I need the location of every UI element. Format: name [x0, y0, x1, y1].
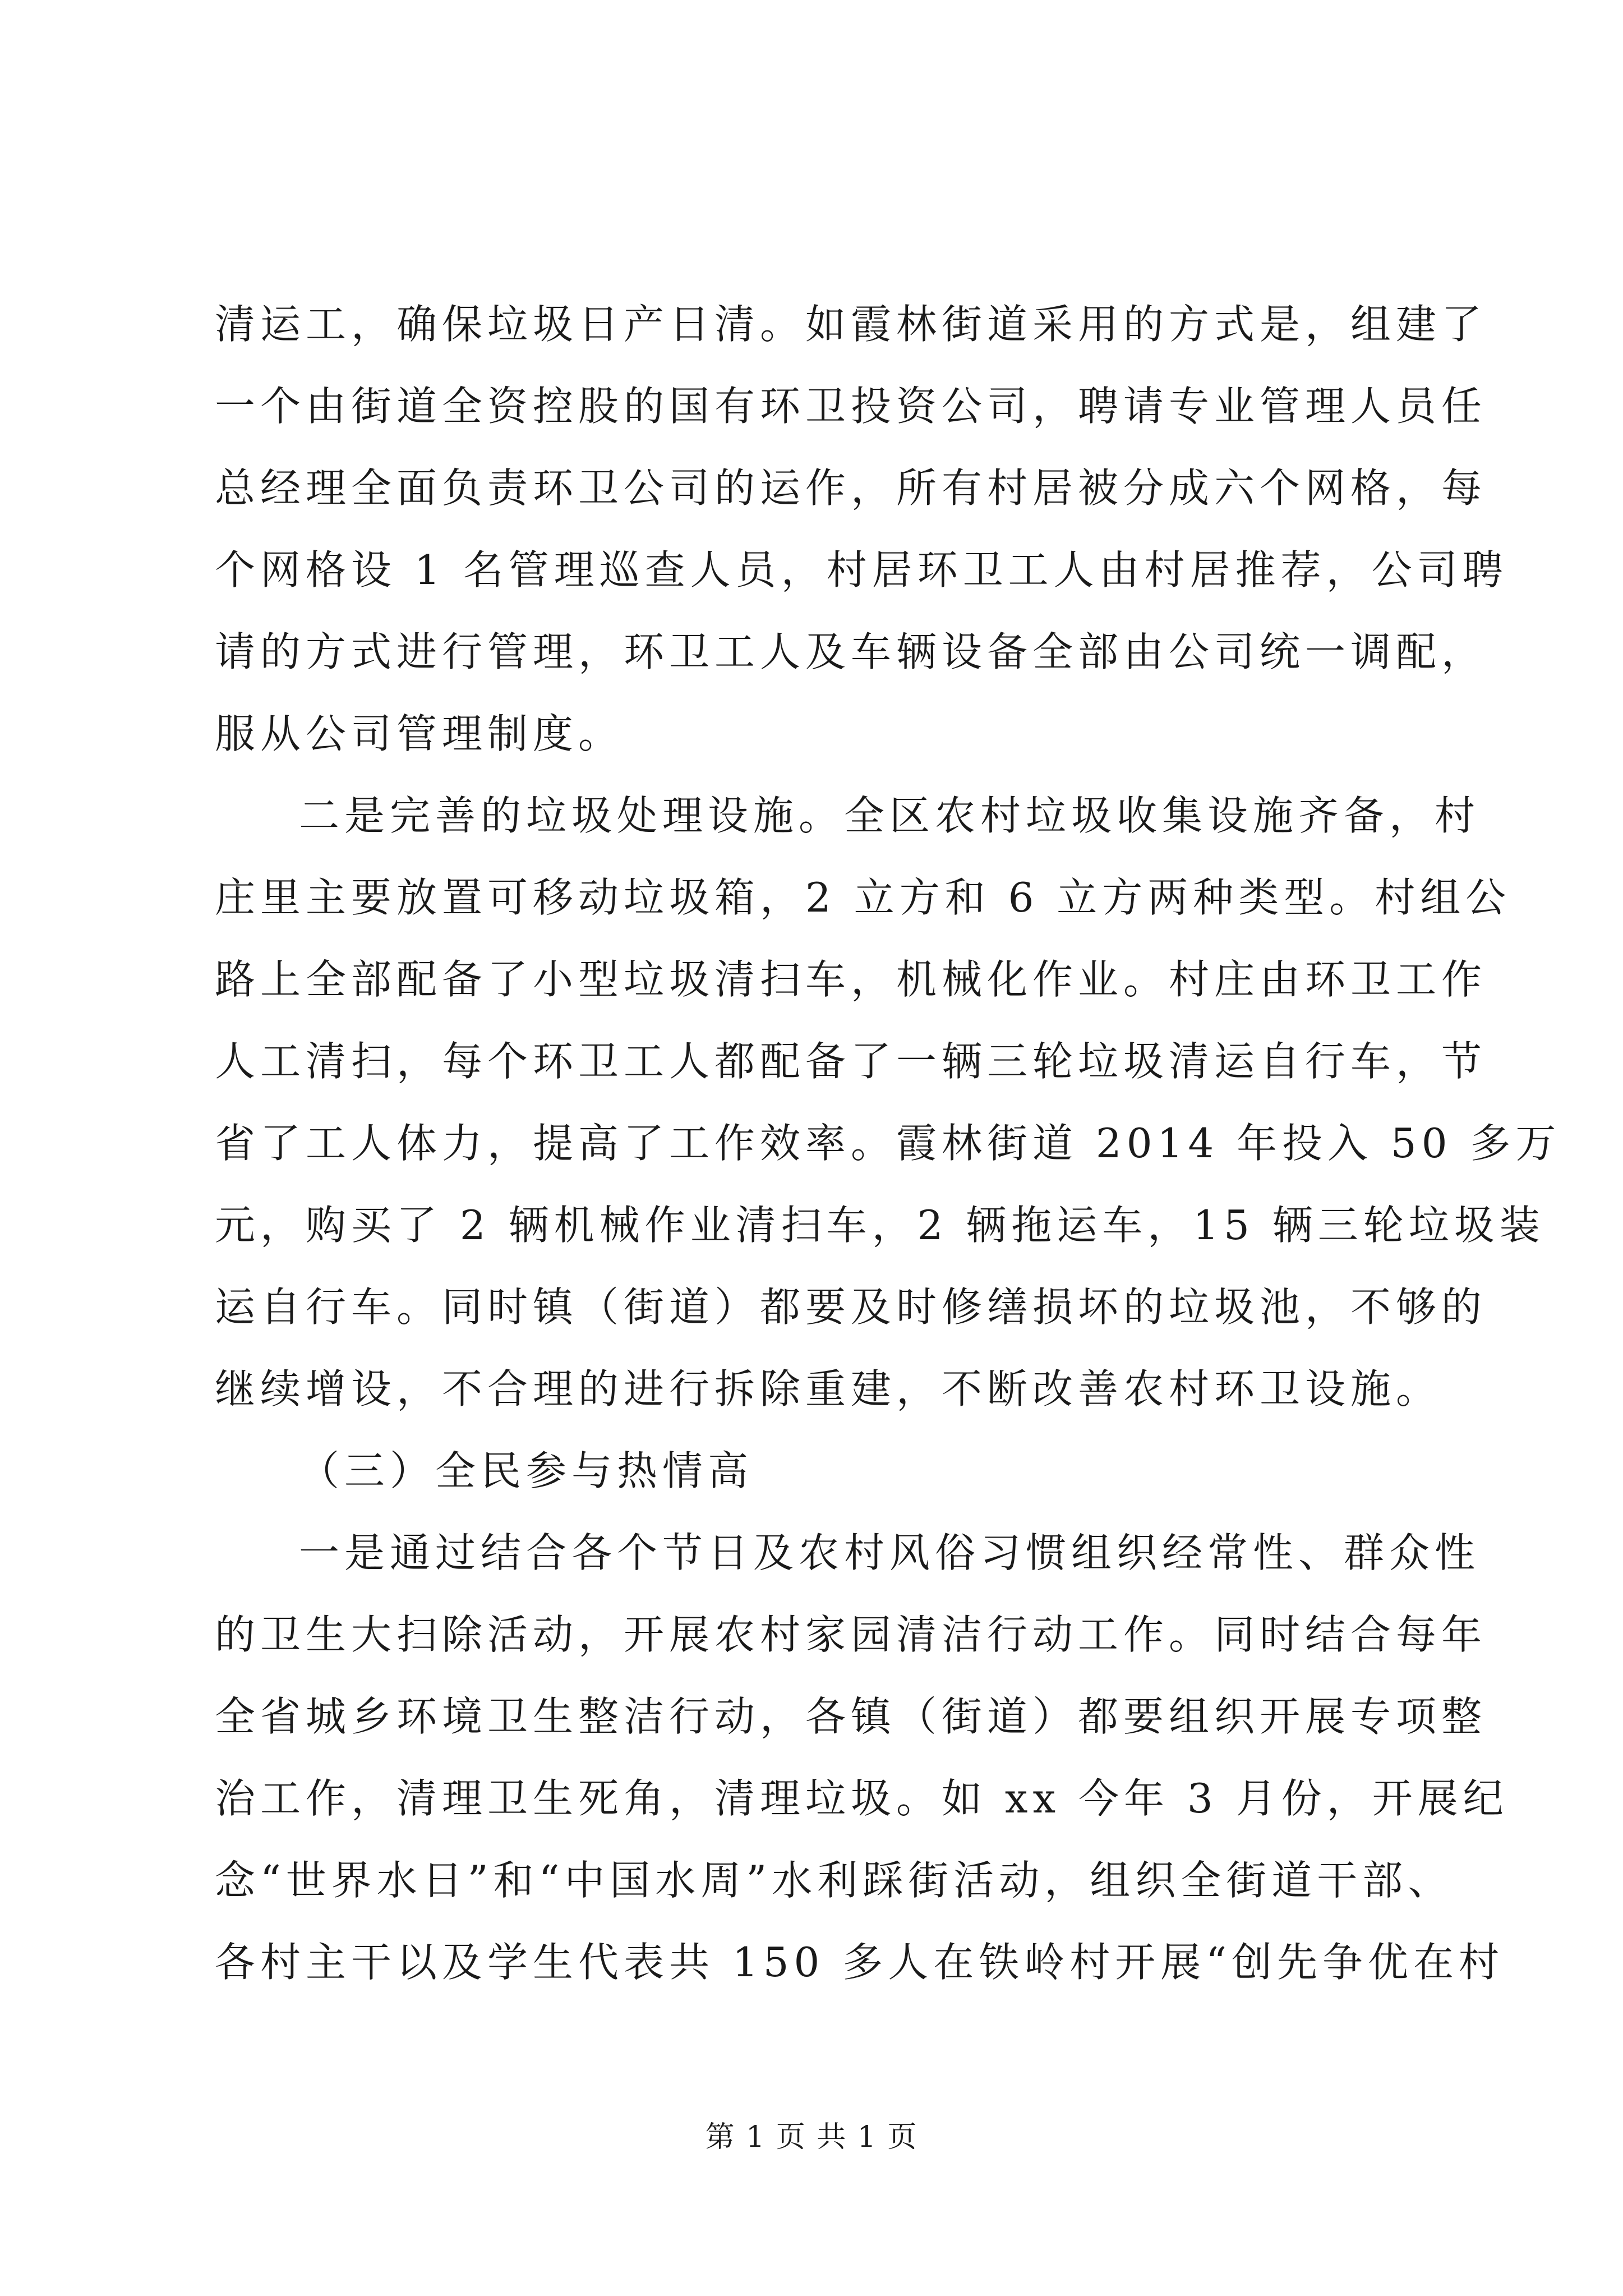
body-text-line: 请的方式进行管理，环卫工人及车辆设备全部由公司统一调配，: [215, 628, 1487, 675]
body-text-line: 继续增设，不合理的进行拆除重建，不断改善农村环卫设施。: [215, 1365, 1442, 1412]
section-heading: （三）全民参与热情高: [299, 1447, 754, 1494]
body-text-line: 全省城乡环境卫生整洁行动，各镇（街道）都要组织开展专项整: [215, 1693, 1487, 1740]
body-text-line: 省了工人体力，提高了工作效率。霞林街道 2014 年投入 50 多万: [215, 1120, 1561, 1167]
body-text-line: 的卫生大扫除活动，开展农村家园清洁行动工作。同时结合每年: [215, 1611, 1487, 1658]
body-text-line: 清运工，确保垃圾日产日清。如霞林街道采用的方式是，组建了: [215, 301, 1487, 348]
body-text-line: 念“世界水日”和“中国水周”水利踩街活动，组织全街道干部、: [215, 1857, 1454, 1904]
body-text-line: 服从公司管理制度。: [215, 710, 624, 757]
body-text-line: 个网格设 1 名管理巡查人员，村居环卫工人由村居推荐，公司聘: [215, 546, 1508, 593]
body-text-line: 运自行车。同时镇（街道）都要及时修缮损坏的垃圾池，不够的: [215, 1283, 1487, 1331]
body-text-line: 治工作，清理卫生死角，清理垃圾。如 xx 今年 3 月份，开展纪: [215, 1775, 1509, 1822]
body-text-line: 各村主干以及学生代表共 150 多人在铁岭村开展“创先争优在村: [215, 1939, 1505, 1986]
body-text-line: 元，购买了 2 辆机械作业清扫车，2 辆拖运车，15 辆三轮垃圾装: [215, 1202, 1545, 1249]
body-text-line: 庄里主要放置可移动垃圾箱，2 立方和 6 立方两种类型。村组公: [215, 874, 1511, 921]
body-text-line: 一个由街道全资控股的国有环卫投资公司，聘请专业管理人员任: [215, 383, 1487, 430]
page-footer: 第 1 页 共 1 页: [705, 2120, 918, 2154]
body-text-line: 路上全部配备了小型垃圾清扫车，机械化作业。村庄由环卫工作: [215, 956, 1487, 1003]
paragraph-start-line: 二是完善的垃圾处理设施。全区农村垃圾收集设施齐备，村: [299, 792, 1481, 839]
paragraph-start-line: 一是通过结合各个节日及农村风俗习惯组织经常性、群众性: [299, 1529, 1481, 1576]
body-text-line: 总经理全面负责环卫公司的运作，所有村居被分成六个网格，每: [215, 464, 1487, 512]
body-text-line: 人工清扫，每个环卫工人都配备了一辆三轮垃圾清运自行车，节: [215, 1038, 1487, 1085]
